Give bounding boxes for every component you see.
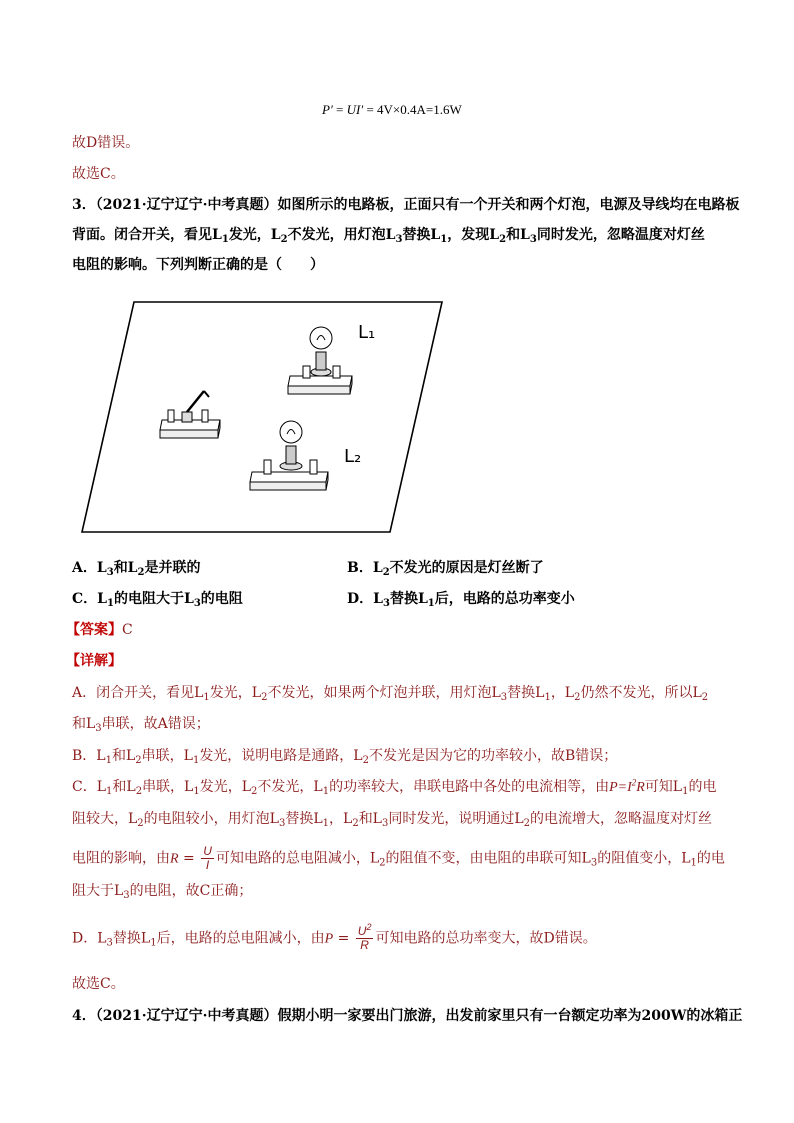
option-d[interactable]: D．$L_3$替换$L_1$后，电路的总功率变小 [347,591,575,609]
lamp-l1 [288,327,352,394]
detail-label: 【详解】 [66,653,122,669]
q3-conclusion: 故选C。 [72,976,125,992]
lamp-l2 [250,421,328,490]
formula-ui: UI′ [346,102,364,117]
detail-b-line1: B．$L_1$和$L_2$串联，$L_1$发光，说明电路是通路，$L_2$不发光是因为它的功率较小，故B错误； [72,748,618,766]
detail-c-line1: C．$L_1$和$L_2$串联，$L_1$发光，$L_2$不发光，$L_1$的功率较大，串联电路中各处的电流相等，由$P=I^2R$可知$L_1$的电 [72,777,717,797]
answer-value: C [122,622,133,638]
formula-eq: = [332,102,347,117]
detail-c-line2: 阻较大，$L_2$的电阻较小，用灯泡$L_3$替换$L_1$，$L_2$和$L_3$同时发光，说明通过$L_2$的电流增大，忽略温度对灯丝 [72,811,713,829]
q3-line2: 背面。闭合开关，看见$L_1$发光，$L_2$不发光，用灯泡$L_3$替换$L_1$，发现$L_2$和$L_3$同时发光，忽略温度对灯丝 [72,227,705,245]
q4-number: 4． [72,1008,96,1024]
circuit-board-figure [78,296,448,538]
formula-value: = 4V×0.4A=1.6W [363,102,462,117]
fraction-u-over-i: $\frac{U}{I}$ [203,844,212,872]
detail-d-line1: D．$L_3$替换$L_1$后，电路的总电阻减小，由P = $\frac{U^2}{R}$ 可知电路的总功率变大，故D错误。 [72,922,597,952]
board-outline [82,302,442,532]
q3-line1 [72,195,740,215]
q3-stem-1: 如图所示的电路板，正面只有一个开关和两个灯泡，电源及导线均在电路板 [277,197,740,213]
q3-source: （2021·辽宁辽宁·中考真题） [95,197,278,213]
detail-c-line4: 阻大于$L_3$的电阻，故C正确； [72,883,253,901]
q3-line3: 电阻的影响。下列判断正确的是（ ） [72,257,324,273]
detail-a-line1: A．闭合开关，看见$L_1$发光，$L_2$不发光，如果两个灯泡并联，用灯泡$L_3$替换$L_1$，$L_2$仍然不发光，所以$L_2$ [72,685,709,703]
option-b[interactable]: B．$L_2$不发光的原因是灯丝断了 [347,560,544,578]
q4-stem-1: 假期小明一家要出门旅游，出发前家里只有一台额定功率为200W的冰箱正 [277,1008,743,1024]
answer-label: 【答案】 [66,622,122,638]
detail-c-line3: 电阻的影响，由R = $\frac{U}{I}$ 可知电路的总电阻减小，$L_2$的阻值不变，由电阻的串联可知$L_3$的阻值变小，$L_1$的电 [72,844,725,872]
prev-choice: 故选C。 [72,166,125,182]
circuit-board-svg [78,296,448,538]
fraction-u2-over-r: $\frac{U^2}{R}$ [357,922,372,952]
q4-line1 [72,1006,743,1026]
label-l1: L₁ [358,322,376,343]
option-a[interactable]: A．$L_3$和$L_2$是并联的 [72,560,201,578]
option-c[interactable]: C．$L_1$的电阻大于$L_3$的电阻 [72,591,243,609]
answer-row [66,620,722,640]
formula-power-result [322,101,462,119]
q3-number: 3． [72,197,96,213]
formula-p-prime: P′ [322,102,333,117]
switch-board [160,391,220,438]
label-l2: L₂ [344,446,362,467]
prev-conclusion: 故D错误。 [72,135,140,151]
q4-source: （2021·辽宁辽宁·中考真题） [95,1008,278,1024]
detail-a-line2: 和$L_3$串联，故A错误； [72,716,210,734]
